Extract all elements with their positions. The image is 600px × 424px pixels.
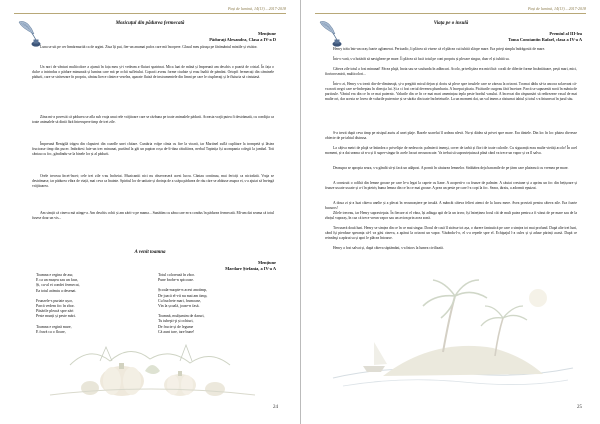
poem-verse: De joacă el-vii nu mai am timp, (158, 293, 208, 298)
right-page-header: Pași de lumină, 14(13) – 2017-2018 (528, 6, 586, 11)
right-page-number: 25 (577, 405, 582, 410)
poem-verse: Toamna e regină mare, (36, 324, 72, 329)
poem-verse: Școala-nuopte-n acest anotimp, (158, 288, 207, 293)
left-header-rule (14, 13, 286, 14)
island-sailboat-illustration (323, 268, 583, 403)
story-author (347, 31, 582, 42)
story-paragraph: Luna se uit pe cer înmărmurită ca de argint. Ziua îți pui, fier-un anumai pufos care mă încopere. Glasul meu păruşa pe fărământul mintile și visător. (40, 45, 258, 49)
story-paragraph: Într-o zi, Henry s-a trezit din-de-dimineaţă, și-a pregătit micul dejun și doriu să plece spre insulele care se zăreau la orizont. Tocmai dădu să-ia ancora solarvant că-va norii negri care se-îndreptau în direcţia lui. Și a ci fost certul devenea plumburiu. A început ploaia. Picăturile curgeau fără încetare. Parcă se supusenăt norii în mânia de particule. Vântul era din ce în ce mai puternic. Valurile din ce în ce mai mari amenințau iepla peste bordul vasului. A încercat din răspunsări să redirezeze vasul de mai multe ori, dar acesta se lovea de valurile puternice și se sărăia din toate încheieturile. La un moment dat, un val imens a răsturnat iahtul și totul s-a întunecat în jurul său. (325, 82, 577, 101)
poem-title: A venit toamna (134, 250, 166, 255)
story-paragraph: La câțiva metri de plajă se întindea o privelişte de nedescris: palmierii imenşi, cover de iarbă și flori de toate culorile. Cu siguranță erau multe vietăți acolo! În acel moment, și-a dat seama că n-a și fi super-singur în acele locuri necunoscute. Va trebui să supraviețuiască până când va trece un vapor și va îl salva. (325, 146, 577, 155)
quill-inkpot-icon (317, 18, 343, 48)
poem-stanza (36, 273, 151, 294)
poem-verse: Vin la școală, joase-n fasă. (158, 304, 200, 309)
story-paragraph: Trecuseră două luni. Henry se simțea din ce în ce mai singur. Dorul de casă îl străsse tot așa, o durere fantastică pe care o simțea tot mai profund. După alte trei luni, când își pierduse speranța că-l va găsi cineva, a apărut la orizont un vapor. Văzându-l-o, el s-a repede spre el. Echipajul l-a cules și și aduse părinți acasă. După ce reinnlnşi a apărut sa și apoi le plăcea întoarse. (325, 226, 577, 240)
story-author-name: Toma Constantin Rafael, clasa a IV-a A (508, 36, 582, 42)
poem-verse: Parcă vedem foc în zbor. (36, 304, 75, 309)
poem-stanza (158, 273, 273, 283)
poem-verse: Frunzele-s purtate ușor, (36, 298, 73, 303)
poem-verse: Tu iubeşti-ţi și ochiuri, (158, 319, 194, 324)
story-paragraph: Am simțit că cineva mă atinge-a. Am deschis ochii și am zărit-o pe mama... Sunătăm cu zâna care m-a condus în pădurea fermecată. Mi-am dat seama că totul fusese doar un vis... (32, 211, 274, 220)
poem-verse: Totul colorează în zbor. (158, 273, 195, 277)
story-award: Premiul al III-lea (549, 31, 582, 36)
poem-stanza (36, 299, 151, 320)
poem-award: Mențiune (257, 260, 276, 265)
poem-verse: Toamna e regina de aur, (36, 273, 74, 277)
poem-verse: E fravă ca o floare, (36, 329, 66, 334)
story-title: Mozicuțul din pădurea fermecată (115, 21, 185, 26)
story-paragraph: Henry trăia într-un oraș foarte aglomerat. Perioadic, li plăcea să viseze că el plăcea cui iubită slăcpe mare. Era prieţi simplu îndrăgostit de mare. (333, 47, 546, 51)
poem-verse: Că aunt tare, tare bune! (158, 329, 195, 334)
left-page-number: 24 (273, 405, 278, 410)
story-paragraph: Henry a fost salvat și, după câteva săptămâni, s-a întors la lumea civilizată. (333, 246, 444, 250)
poem-verse: Peste munți și peste mări. (36, 314, 76, 319)
story-paragraph: A doua zi și-a luat câteva unelte și a plecat în recunoaștere pe insulă. A mâncât câteva felieri atenci de la lucru mere. Avea provizii pentru câteva zile. Era foarte bucuros! (325, 201, 577, 210)
story-paragraph: Împreună Renigilă trăgea din clapuieri din coardle unei chitare. Cuntăria volpe cânta cu fire la vioară, iar Martinel suflă cuplitare la trompetă și lăstea fructoase timp din pucer. Imbrătesi fuie-un trec minunat, purtând la gât un papion roșu de-li-tăna rătufiărea, nerbul Topinița își acompania colegii la jambal. Toti cântau cu foc, gândindu-se la binele lor și al pădurii. (32, 142, 274, 156)
poem-author (46, 260, 276, 271)
story-author-name: Păduraţi Alexandra, Clasa a IV-a D (209, 36, 276, 42)
story-title: Viața pe o insulă (433, 21, 469, 26)
left-page-header: Pași de lumină, 14(13) – 2017-2018 (228, 6, 286, 11)
story-author (46, 31, 276, 42)
right-page (300, 0, 600, 424)
poem-verse: Cu buchete mari, frumoase, (158, 298, 202, 303)
story-paragraph: Orele treceau încet-încet; cele trei zile s-au încheiat. Muzicantii nici nu observaseră acest lucru. Cântau continuu, mai fericiți ca niciodată. Vraja se destrămase, iar pădurea vibra de viață, mai ceva ca înainte. Spiritul lor de unitate și dorinţa de a scăpa pădurea de rău căre se abătuse asupra ei, s-a ajutat să învingă vrăjitoarea. (32, 174, 274, 188)
story-paragraph: Zăna mi-a povestit că pădurea se afla sub vraja unui rele vrăjitoare care se răzbuna pe toate animalele pădurii. Aceasta vrajă putea fi destrămată, cu condiţia ca toate animalele să dintă fără întrerupere timp de trei zile. (32, 115, 274, 124)
poem-verse: Ea totul arămiu a desenat. (36, 288, 77, 293)
poem-verse: E ca un mușeu sau un faur, (36, 278, 78, 283)
story-award: Mențiune (257, 31, 276, 36)
story-paragraph: Deasupra se apropia seara, s-a gândit să-și facă un adăpost. A pornit în căutarea lemnelor. Străbătea deja barranile de pe țărm care plutească cu vremea pe mare. (333, 166, 569, 170)
poem-author-name: Mardare Ștefania, a IV-a A (225, 265, 276, 271)
poem-stanza (158, 288, 273, 309)
poem-verse: Păsările pleacă spre zări (36, 309, 74, 314)
right-header-rule (315, 13, 586, 14)
story-paragraph: S-a trezit după ceva timp pe nisipul auriu al unei plaje. Razele soarelui îl ardeau nlevă. Nu-și dădea să privei spre mare. Era tântele. Din loc în loc plutea divresse obiecte de pe iahtul distrusa. (325, 131, 577, 140)
poem-verse: Toamnă, mulțumim de daruri, (158, 314, 205, 319)
poem-verse: De fructe și de legume (158, 324, 194, 329)
pumpkin-harvest-illustration (30, 325, 275, 405)
story-paragraph: Un nori de vânturi multicolore a ajunsă în fața meu și-i vedeam a-fluiurt spatrinat. Mica luat de mână și împreună am deschis o poartă de cristal. În fața o dulce a intrindus o pădure minunată și lumina care mă pe ochii sufletului. Copacii aveau forme ciudate și erau înaltă de pământ. Ortopfi fermecați din căminele pădurii, care se străvezare în propriu, cântau lirece cântece veselea, aparate fluiză de instrumentele din limni pe care le ciupheraţi și le fluiuria să cintuiasă. (32, 65, 274, 79)
poem-verse: Pune brobe-n spicoase. (158, 278, 194, 283)
quill-inkpot-icon (16, 18, 42, 48)
poem-verse: Și, cu-al ei condei fermecat, (36, 283, 80, 288)
story-paragraph: Câteva zile totul a fost minunat! Făcea plajă, înota sau se scufunda în adâncuri. Acolo, privelişitea era mirifică: corali de diferite forme încântătoare, pești mari, mici, fioriorosmirii, multicolori... (325, 67, 577, 76)
story-paragraph: A construit o colibă din lemne groase pe care le-a legat la capete cu liane. A acoperit-o cu frunze de palmier. A căutat crestune și a aprins un foc din bețișoare și frunze uscate uscate și a-i în pietriș buma lemna din ce în ce mai groase. A prea un peste pe care l-a copt la foc. Seara, târziu, a adormit epuizat. (325, 181, 577, 190)
story-paragraph: Într-o vară, s-a hotărât să navigheze pe mare. Îi plăcea să facă totul pe cont propriu și plecare singur, doar el și iubită sa. (333, 57, 510, 61)
story-paragraph: Zilele treceau, iar Henry supravieţuia. În fiecare zi el vâna, își adăuga apă de la un izvor, își întreținea focul cât de mult putea pentru a fi văzut de pe mare sau de la zboțul vaporaș, în caz că trece vreun vapor sau un avion prin acea zonă. (325, 211, 577, 220)
